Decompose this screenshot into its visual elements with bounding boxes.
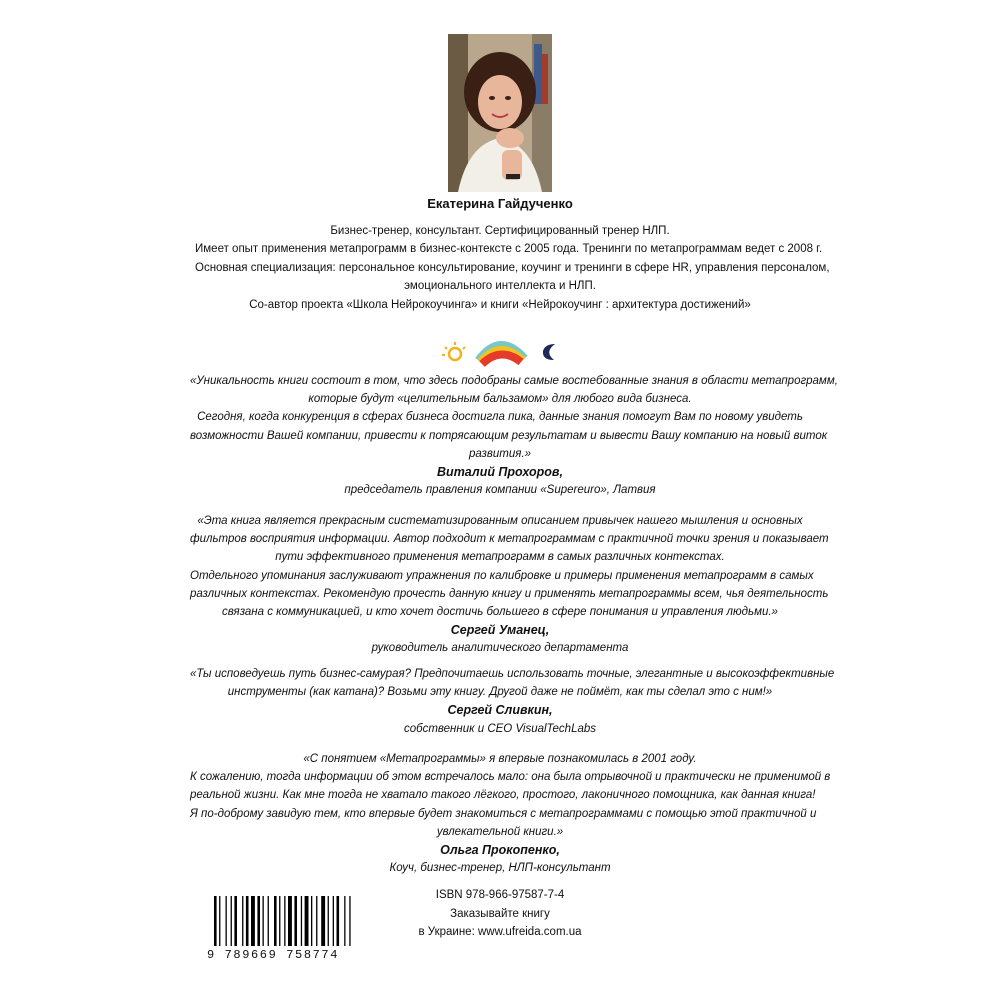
reviewer-name: Ольга Прокопенко,	[440, 843, 560, 858]
reviewer-name: Сергей Сливкин,	[447, 703, 553, 718]
barcode-bar	[305, 896, 309, 946]
barcode-bar	[284, 896, 285, 946]
review-line: которые будут «целительным бальзамом» для любого вида бизнеса.	[308, 393, 692, 406]
barcode-bar	[246, 896, 249, 946]
sun-icon	[442, 342, 465, 360]
rainbow-icon	[478, 344, 525, 364]
review-line: различных контекстах. Рекомендую прочесть данную книгу и применять метапрограммы всем, чья деятельность	[190, 587, 829, 600]
barcode-bar	[234, 896, 237, 946]
barcode-bar	[321, 896, 325, 946]
barcode-bar	[257, 896, 260, 946]
review-line: возможности Вашей компании, привести к потрясающим результатам и вывести Вашу компанию на новый виток	[190, 429, 828, 442]
barcode-bar	[219, 896, 220, 946]
reviewer-role: руководитель аналитического департамента	[371, 642, 629, 655]
barcode-bar	[337, 896, 340, 946]
review-line: «Ты исповедуешь путь бизнес-самурая? Предпочитаешь использовать точные, элегантные и высокоэффективные	[190, 668, 835, 680]
reviewer-name: Виталий Прохоров,	[437, 465, 563, 480]
barcode-digits: 9 789669 758774	[207, 948, 340, 962]
barcode-bar	[349, 896, 350, 946]
moon-icon	[543, 344, 555, 360]
barcode-bar	[268, 896, 269, 946]
barcode-bar	[328, 896, 329, 946]
review-line: «Эта книга является прекрасным систематизированным описанием привычек нашего мышления и основных	[197, 515, 803, 527]
bio-line: Основная специализация: персональное консультирование, коучинг и тренинги в сфере HR, управления персоналом,	[195, 261, 830, 274]
review-line: связана с коммуникацией, и кто хочет достичь большего в сфере понимания и управления людьми.»	[222, 606, 778, 619]
barcode-bar	[316, 896, 317, 946]
review-line: Я по-доброму завидую тем, кто впервые будет знакомиться с метапрограммами с помощью этой практичной и	[190, 807, 817, 820]
barcode-bar	[274, 896, 277, 946]
author-bio	[195, 222, 830, 314]
review-prokhorov	[190, 372, 838, 499]
reviewer-role: Коуч, бизнес-тренер, НЛП-консультант	[389, 862, 611, 875]
barcode-bar	[214, 896, 217, 946]
author-photo	[448, 34, 552, 192]
review-line: пути эффективного применения метапрограмм в самых различных контекстах.	[275, 551, 725, 564]
barcode-bar	[301, 896, 302, 946]
isbn-block	[400, 886, 600, 942]
order-line: Заказывайте книгу	[450, 907, 550, 920]
review-line: инструменты (как катана)? Возьми эту книгу. Другой даже не поймёт, как ты сделал это с ним!»	[227, 686, 773, 699]
barcode-bar	[226, 896, 227, 946]
barcode-bar	[231, 896, 232, 946]
review-line: «С понятием «Метапрограммы» я впервые познакомилась в 2001 году.	[303, 753, 697, 765]
barcode-bar	[344, 896, 345, 946]
review-umanets	[190, 512, 829, 658]
review-slivkin	[190, 665, 835, 738]
bio-line: Со-автор проекта «Школа Нейрокоучинга» и книги «Нейрокоучинг : архитектура достижений»	[249, 298, 751, 311]
sun-rainbow-moon-logo	[430, 330, 570, 370]
review-line: развития.»	[469, 447, 531, 460]
bio-line: эмоционального интеллекта и НЛП.	[404, 280, 596, 293]
isbn-number: ISBN 978-966-97587-7-4	[435, 889, 565, 901]
reviewer-role: собственник и CEO VisualTechLabs	[403, 722, 597, 735]
review-prokopenko	[190, 750, 831, 877]
review-line: «Уникальность книги состоит в том, что здесь подобраны самые востебованные знания в области метапрограмм,	[190, 375, 838, 387]
barcode-bar	[311, 896, 312, 946]
bio-line: Бизнес-тренер, консультант. Сертифицированный тренер НЛП.	[330, 225, 670, 237]
barcode-bar	[288, 896, 292, 946]
reviewer-name: Сергей Уманец,	[450, 623, 550, 638]
bio-line: Имеет опыт применения метапрограмм в бизнес-контексте с 2005 года. Тренинги по метапрограммам ведет с 2008 г.	[195, 243, 823, 256]
order-url: в Украине: www.ufreida.com.ua	[418, 926, 582, 938]
barcode-bar	[263, 896, 264, 946]
review-line: Сегодня, когда конкуренция в сферах бизнеса достигла пика, данные знания помогут Вам по новому увидеть	[197, 411, 803, 424]
barcode-bar	[294, 896, 297, 946]
review-line: К сожалению, тогда информации об этом встречалось мало: она была отрывочной и практически не применимой в	[190, 771, 831, 784]
barcode-bar	[242, 896, 243, 946]
author-name: Екатерина Гайдученко	[427, 196, 573, 211]
review-line: Отдельного упоминания заслуживают упражнения по калибровке и примеры применения метапрограмм в самых	[190, 569, 814, 582]
barcode-bar	[333, 896, 334, 946]
barcode-bar	[251, 896, 255, 946]
barcode-bar	[279, 896, 280, 946]
review-line: фильтров восприятия информации. Автор подходит к метапрограммам с практичной точки зрения и показывает	[190, 533, 829, 546]
reviewer-role: председатель правления компании «Supereuro», Латвия	[344, 484, 656, 497]
review-line: увлекательной книги.»	[436, 825, 564, 838]
review-line: реальной жизни. Как мне тогда не хватало такого лёгкого, простого, лаконичного помощника, как данная книга!	[190, 789, 816, 802]
